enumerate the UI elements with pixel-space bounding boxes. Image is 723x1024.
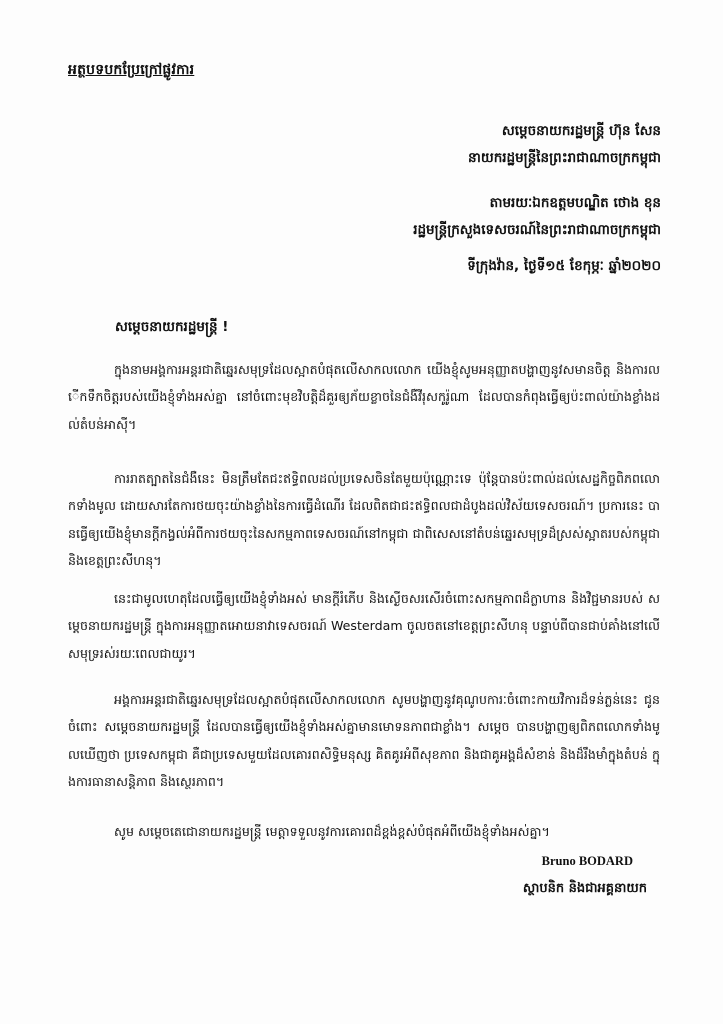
letter-date: ទីក្រុងវ៉ាន, ថ្ងៃទី១៥ ខែកុម្ភៈ ឆ្នាំ២០២០ bbox=[467, 258, 661, 274]
via-block bbox=[413, 190, 661, 244]
via-title: រដ្ឋមន្ត្រីក្រសួងទេសចរណ៍នៃព្រះរាជាណាចក្រកម្ពុជា bbox=[413, 222, 661, 238]
unofficial-translation-heading: អត្ថបទបកប្រែក្រៅផ្លូវការ bbox=[68, 62, 195, 78]
paragraph-1: ក្នុងនាមអង្គការអន្តរជាតិឆ្នេរសមុទ្រដែលស្អាតបំផុតលើសាកលលោក យើងខ្ញុំសូមអនុញ្ញាតបង្ហាញនូវសមានចិត្ត និងការលើកទឹកចិត្តរបស់យើងខ្ញុំទាំងអស់គ្នា នៅចំពោះមុខវិបត្តិដ៏គួរឲ្យភ័យខ្លាចនៃជំងឺវីរុសកូរ៉ូណា ដែលបានកំពុងធ្វើឲ្យប៉ះពាល់យ៉ាងខ្លាំងដល់តំបន់អាស៊ី។ bbox=[68, 361, 660, 432]
paragraph-3: នេះជាមូលហេតុដែលធ្វើឲ្យយើងខ្ញុំទាំងអស់ មានក្តីរំភើប និងស្ងើចសរសើរចំពោះសកម្មភាពដ៏ក្លាហាន និងវិជ្ជមានរបស់ សម្តេចនាយករដ្ឋមន្ត្រី ក្នុងការអនុញ្ញាតអោយនាវាទេសចរណ៍ Westerdam ចូលចតនៅខេត្តព្រះសីហនុ បន្ទាប់ពីបានជាប់គាំងនៅលើសមុទ្ររស់រយៈពេលជាយូរ។ bbox=[68, 590, 660, 661]
paragraph-2: ការរាតត្បាតនៃជំងឺនេះ មិនត្រឹមតែជះឥទ្ធិពលដល់ប្រទេសចិនតែមួយប៉ុណ្ណោះទេ ប៉ុន្តែបានប៉ះពាល់ដល់សេដ្ឋកិច្ចពិភពលោកទាំងមូល ដោយសារតែការថយចុះយ៉ាងខ្លាំងនៃការធ្វើដំណើរ ដែលពិតជាជះឥទ្ធិពលជាដំបូងដល់វិស័យទេសចរណ៍។ ប្រការនេះ បានធ្វើឲ្យយើងខ្ញុំមានក្តីកង្វល់អំពីការថយចុះនៃសកម្មភាពទេសចរណ៍នៅកម្ពុជា ជាពិសេសនៅតំបន់ឆ្នេរសមុទ្រដ៏ស្រស់ស្អាតរបស់កម្ពុជា និងខេត្តព្រះសីហនុ។ bbox=[68, 470, 660, 569]
via-name: តាមរយៈឯកឧត្តមបណ្ឌិត ថោង ខុន bbox=[489, 195, 661, 211]
paragraph-4: អង្គការអន្តរជាតិឆ្នេរសមុទ្រដែលស្អាតបំផុតលើសាកលលោក សូមបង្ហាញនូវគុណូបការៈចំពោះកាយវិការដ៏ទន់ភ្លន់នេះ ជូនចំពោះ សម្តេចនាយករដ្ឋមន្ត្រី ដែលបានធ្វើឲ្យយើងខ្ញុំទាំងអស់គ្នាមានមោទនភាពជាខ្លាំង។ សម្តេច បានបង្ហាញឲ្យពិភពលោកទាំងមូលឃើញថា ប្រទេសកម្ពុជា គឺជាប្រទេសមួយដែលគោរពសិទ្ធិមនុស្ស គិតគូរអំពីសុខភាព និងជាគូអង្គដ៏សំខាន់ និងដ៏រឹងមាំក្នុងតំបន់ ក្នុងការធានាសន្តិភាព និងស្ថេរភាព។ bbox=[68, 691, 660, 790]
recipient-title: នាយករដ្ឋមន្ត្រីនៃព្រះរាជាណាចក្រកម្ពុជា bbox=[467, 150, 661, 166]
paragraph-5: សូម សម្តេចតេជោនាយករដ្ឋមន្ត្រី មេត្តាទទួលនូវការគោរពដ៏ខ្ពង់ខ្ពស់បំផុតអំពីយើងខ្ញុំទាំងអស់គ្នា។ bbox=[114, 823, 550, 839]
signatory-name: Bruno BODARD bbox=[541, 854, 633, 868]
signatory-title: ស្ថាបនិក និងជាអគ្គនាយក bbox=[522, 881, 647, 896]
recipient-name: សម្តេចនាយករដ្ឋមន្ត្រី ហ៊ុន សែន bbox=[501, 123, 661, 139]
recipient-block bbox=[468, 118, 661, 172]
salutation: សម្តេចនាយករដ្ឋមន្ត្រី ! bbox=[115, 319, 229, 335]
